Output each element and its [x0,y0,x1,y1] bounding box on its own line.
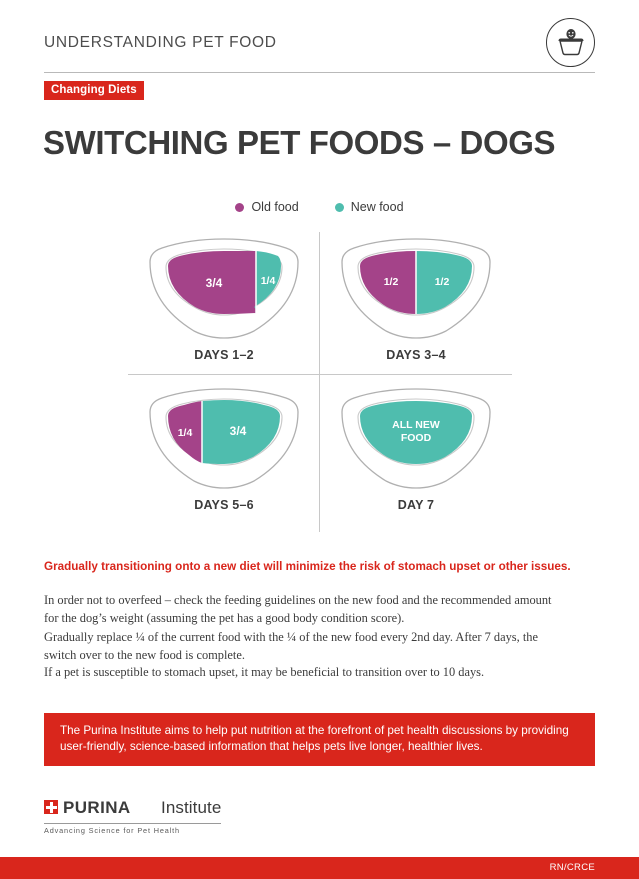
diagram-cell-label-days-1-2: DAYS 1–2 [194,348,254,362]
bowl-days-1-2 [144,234,304,347]
category-tag: Changing Diets [44,81,144,100]
brand-name: PURINA [63,798,131,817]
bowl-label-old-days-5-6: 1/4 [177,427,193,439]
legend-swatch-new-food [335,203,344,212]
page-header [44,18,595,66]
diagram-cell-days-5-6 [128,382,320,532]
body-paragraph-3: If a pet is susceptible to stomach upset, it may be beneficial to transition over to 10 days. [44,665,485,679]
legend-label-old-food: Old food [251,200,299,214]
footer-tagline: Advancing Science for Pet Health [44,826,180,835]
bowl-label-new-days-3-4: 1/2 [434,276,450,288]
bowl-days-5-6 [144,384,304,497]
footer-code: RN/CRCE [549,862,595,873]
diagram-cell-label-day-7: DAY 7 [397,498,435,512]
footer-bar [0,857,639,879]
bowl-label-new-days-1-2: 1/4 [260,275,276,287]
lead-paragraph: Gradually transitioning onto a new diet will minimize the risk of stomach upset or other issues. [44,560,571,573]
mission-callout: The Purina Institute aims to help put nutrition at the forefront of pet health discussions by providing user-friendly, science-based information that helps pets live longer, healthier lives. [44,713,595,766]
bowl-svg-days-1-2 [144,234,304,342]
legend-swatch-old-food [235,203,244,212]
chart-legend [0,200,639,214]
pet-bowl-icon [546,18,595,67]
bowl-label-new-days-5-6: 3/4 [229,424,247,438]
diagram-cell-label-days-5-6: DAYS 5–6 [194,498,254,512]
purina-checkerboard-icon [44,800,58,814]
diagram-cell-days-3-4 [320,232,512,382]
bowl-label-new-day-7-line1: ALL NEW [392,419,440,431]
bowl-label-old-days-3-4: 1/2 [383,276,399,288]
bowl-label-old-days-1-2: 3/4 [205,276,223,290]
diagram-cell-label-days-3-4: DAYS 3–4 [386,348,446,362]
diagram-cell-days-1-2 [128,232,320,382]
footer-divider [44,823,221,824]
body-paragraph-1: In order not to overfeed – check the feeding guidelines on the new food and the recommended amount for the dog’s weight (assuming the pet has a good body condition score). [44,593,552,625]
page-title: SWITCHING PET FOODS – DOGS [43,124,556,161]
pet-bowl-icon-svg [556,28,586,58]
legend-label-new-food: New food [350,200,404,214]
bowl-label-new-day-7-line2: FOOD [400,432,432,444]
brand-suffix: Institute [161,798,222,817]
food-transition-diagram [128,232,512,532]
bowl-svg-day-7 [336,384,496,492]
body-paragraph-2: Gradually replace ¼ of the current food with the ¼ of the new food every 2nd day. After 7 days, the switch over to the new food is complete. [44,630,538,662]
legend-item-new-food [335,200,404,214]
bowl-svg-days-5-6 [144,384,304,492]
legend-item-old-food [235,200,298,214]
bowl-day-7 [336,384,496,497]
bowl-days-3-4 [336,234,496,347]
diagram-cell-day-7 [320,382,512,532]
header-title: UNDERSTANDING PET FOOD [44,34,277,51]
header-divider [44,72,595,73]
bowl-svg-days-3-4 [336,234,496,342]
